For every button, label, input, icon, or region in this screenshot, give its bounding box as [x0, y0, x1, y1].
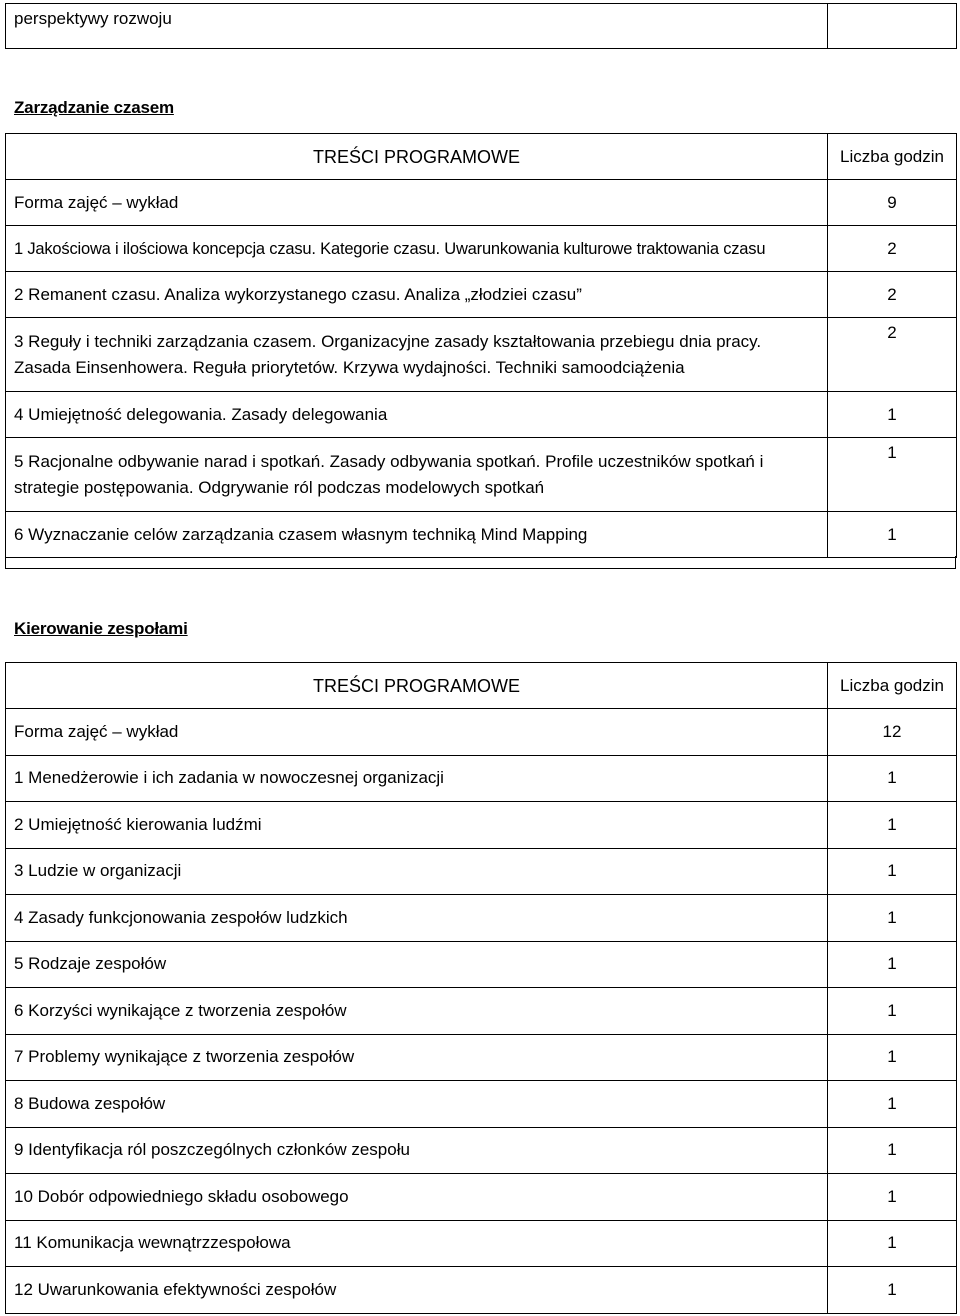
row-hours: 1: [828, 1127, 957, 1174]
row-topic: 12 Uwarunkowania efektywności zespołów: [6, 1267, 828, 1314]
table-row: [6, 512, 957, 558]
row-topic: 1 Menedżerowie i ich zadania w nowoczesnej organizacji: [6, 755, 828, 802]
table-row: [6, 1220, 957, 1267]
table-row: [6, 1174, 957, 1221]
row-hours: 1: [828, 512, 957, 558]
table-header-row: [6, 134, 957, 180]
row-topic: 3 Reguły i techniki zarządzania czasem. Organizacyjne zasady kształtowania przebiegu dnia pracy. Zasada Einsenhowera. Reguła priorytetów. Krzywa wydajności. Techniki samoodciążenia: [6, 318, 828, 392]
row-hours: 1: [828, 848, 957, 895]
row-topic: 4 Umiejętność delegowania. Zasady delegowania: [6, 392, 828, 438]
row-topic: 5 Rodzaje zespołów: [6, 941, 828, 988]
table-row: [6, 755, 957, 802]
row-topic: 10 Dobór odpowiedniego składu osobowego: [6, 1174, 828, 1221]
section-title-time-management: Zarządzanie czasem: [14, 98, 174, 117]
table-row: [6, 180, 957, 226]
row-topic: 9 Identyfikacja ról poszczególnych członków zespołu: [6, 1127, 828, 1174]
table-row: [6, 895, 957, 942]
table-row: [6, 988, 957, 1035]
table-header-row: [6, 663, 957, 709]
row-hours: 2: [828, 272, 957, 318]
row-topic: 4 Zasady funkcjonowania zespołów ludzkich: [6, 895, 828, 942]
table-row: [6, 272, 957, 318]
row-topic: Forma zajęć – wykład: [6, 709, 828, 756]
row-hours: 1: [828, 802, 957, 849]
table-row: [6, 941, 957, 988]
row-topic: 3 Ludzie w organizacji: [6, 848, 828, 895]
table-row: [6, 438, 957, 512]
row-topic: Forma zajęć – wykład: [6, 180, 828, 226]
table-row: [6, 1034, 957, 1081]
header-hours: Liczba godzin: [828, 663, 957, 709]
table-row: [6, 1081, 957, 1128]
row-topic: 5 Racjonalne odbywanie narad i spotkań. Zasady odbywania spotkań. Profile uczestników spotkań i strategie postępowania. Odgrywanie ról podczas modelowych spotkań: [6, 438, 828, 512]
row-topic: 1 Jakościowa i ilościowa koncepcja czasu. Kategorie czasu. Uwarunkowania kulturowe traktowania czasu: [6, 226, 828, 272]
row-topic: 2 Remanent czasu. Analiza wykorzystanego czasu. Analiza „złodziei czasu”: [6, 272, 828, 318]
time-management-table: [5, 133, 957, 558]
row-topic: 6 Korzyści wynikające z tworzenia zespołów: [6, 988, 828, 1035]
table-row: [6, 392, 957, 438]
row-hours: 1: [828, 755, 957, 802]
row-topic: 2 Umiejętność kierowania ludźmi: [6, 802, 828, 849]
row-hours: 1: [828, 438, 957, 512]
section-title-team-management: Kierowanie zespołami: [14, 619, 188, 638]
row-hours: 1: [828, 1220, 957, 1267]
row-hours: 1: [828, 1267, 957, 1314]
row-hours: 1: [828, 895, 957, 942]
row-hours: 1: [828, 1081, 957, 1128]
row-hours: 9: [828, 180, 957, 226]
row-hours: 1: [828, 392, 957, 438]
row-topic: 6 Wyznaczanie celów zarządzania czasem własnym techniką Mind Mapping: [6, 512, 828, 558]
table-row: [6, 318, 957, 392]
table-row: [6, 1267, 957, 1314]
previous-section-text: perspektywy rozwoju: [6, 4, 828, 49]
row-hours: 1: [828, 988, 957, 1035]
table-row: [6, 226, 957, 272]
table-row: [6, 848, 957, 895]
row-hours: 1: [828, 1034, 957, 1081]
table-row: [6, 709, 957, 756]
table-bottom-margin: [5, 556, 956, 569]
row-hours: 1: [828, 1174, 957, 1221]
header-topic: TREŚCI PROGRAMOWE: [6, 134, 828, 180]
previous-section-hours: [828, 4, 957, 49]
team-management-table: [5, 662, 957, 1314]
header-topic: TREŚCI PROGRAMOWE: [6, 663, 828, 709]
row-topic: 8 Budowa zespołów: [6, 1081, 828, 1128]
row-hours: 1: [828, 941, 957, 988]
previous-section-table: [5, 3, 957, 49]
row-hours: 2: [828, 318, 957, 392]
table-row: [6, 802, 957, 849]
row-hours: 12: [828, 709, 957, 756]
row-topic: 7 Problemy wynikające z tworzenia zespołów: [6, 1034, 828, 1081]
table-row: [6, 1127, 957, 1174]
header-hours: Liczba godzin: [828, 134, 957, 180]
row-topic: 11 Komunikacja wewnątrzzespołowa: [6, 1220, 828, 1267]
row-hours: 2: [828, 226, 957, 272]
